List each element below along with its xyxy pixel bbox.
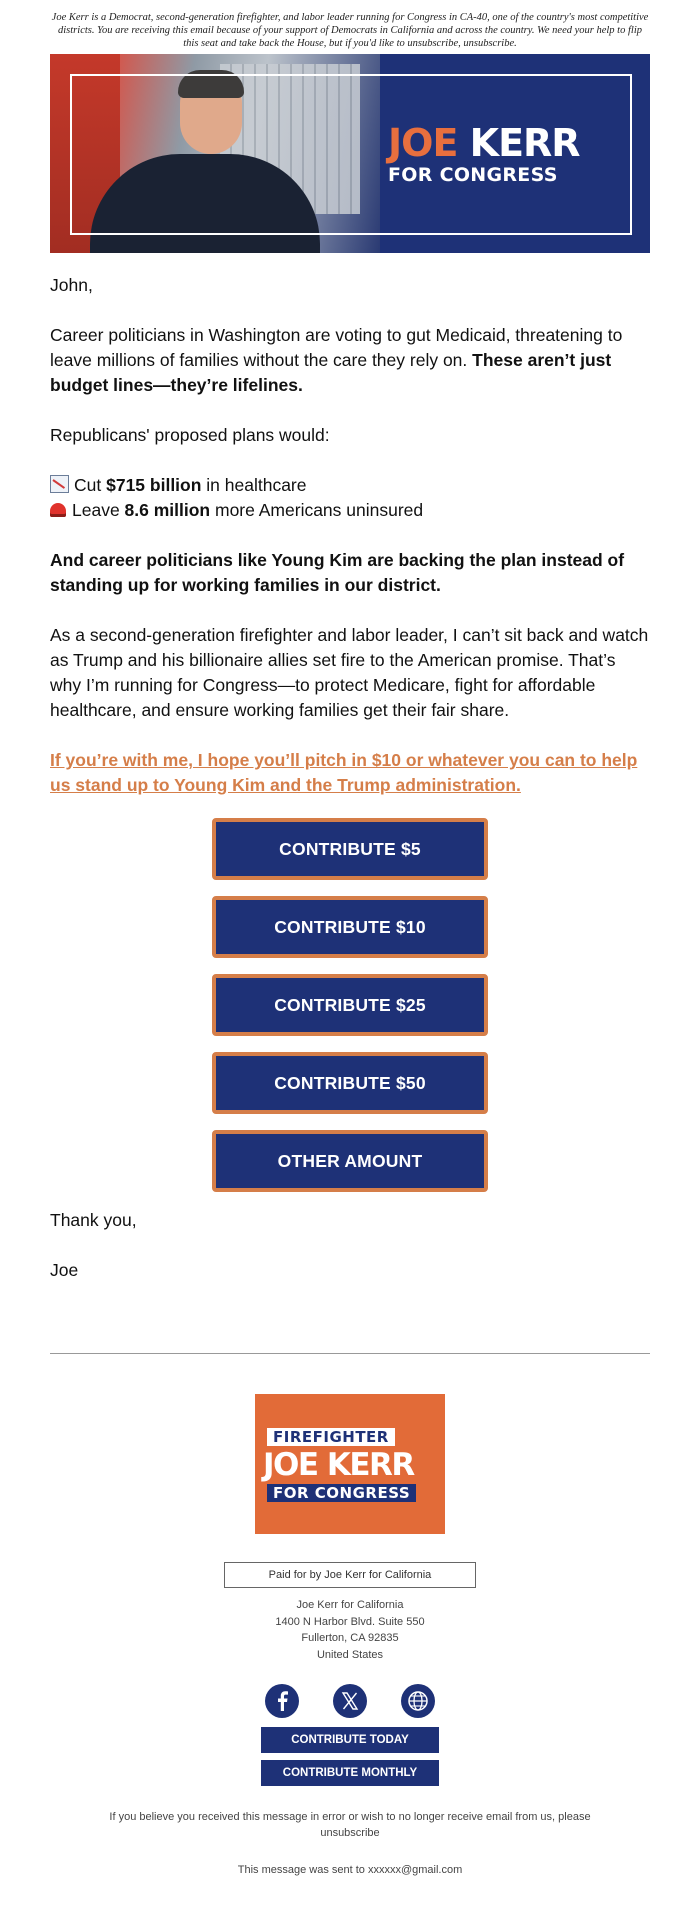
- paragraph-medicaid: Career politicians in Washington are voting to gut Medicaid, threatening to leave millions of families without the care they rely on. These aren’t just budget lines—they’re lifelines.: [50, 325, 623, 395]
- bullet-item: Cut $715 billion in healthcare: [50, 473, 650, 498]
- social-links: [50, 1684, 650, 1718]
- banner-first-name: JOE: [388, 121, 458, 165]
- facebook-icon[interactable]: [265, 1684, 299, 1718]
- pitch-in-link[interactable]: If you’re with me, I hope you’ll pitch in $10 or whatever you can to help us stand up to Young Kim and the Trump administration.: [50, 750, 638, 795]
- contribute-today-button[interactable]: CONTRIBUTE TODAY: [261, 1727, 439, 1753]
- campaign-logo: [255, 1394, 445, 1534]
- chart-decreasing-icon: [50, 475, 69, 493]
- lifelines-emphasis: These aren’t just budget lines—they’re lifelines.: [50, 350, 612, 395]
- logo-line-firefighter: FIREFIGHTER: [267, 1428, 395, 1446]
- plans-intro: Republicans' proposed plans would:: [50, 425, 330, 445]
- bullet-list: [50, 473, 650, 523]
- young-kim-paragraph: And career politicians like Young Kim are backing the plan instead of standing up for working families in our district.: [50, 550, 625, 595]
- contribute-10-button[interactable]: CONTRIBUTE $10: [212, 896, 488, 958]
- logo-line-name: JOE KERR: [263, 1447, 414, 1483]
- contribute-5-button[interactable]: CONTRIBUTE $5: [212, 818, 488, 880]
- greeting: John,: [50, 275, 93, 295]
- email-body: [50, 273, 650, 1283]
- email-container: [50, 0, 650, 1876]
- signoff: Thank you,: [50, 1210, 137, 1230]
- contribution-buttons: [50, 818, 650, 1192]
- sent-to-note: This message was sent to xxxxxx@gmail.com: [237, 1864, 463, 1876]
- globe-icon[interactable]: [401, 1684, 435, 1718]
- banner-tagline: FOR CONGRESS: [388, 164, 558, 186]
- banner-last-name: KERR: [469, 121, 580, 165]
- contribute-50-button[interactable]: CONTRIBUTE $50: [212, 1052, 488, 1114]
- preheader-text: Joe Kerr is a Democrat, second-generation firefighter, and labor leader running for Congress in CA-40, one of the country's most competitive districts. You are receiving this email because of your support of Democrats in California and across the country. We need your help to flip this seat and take back the House, but if you'd like to unsubscribe, unsubscribe.: [51, 12, 649, 49]
- footer-divider: [50, 1353, 650, 1354]
- header-banner: [50, 54, 650, 253]
- paid-for-disclaimer: Paid for by Joe Kerr for California: [224, 1562, 476, 1588]
- bullet-item: Leave 8.6 million more Americans uninsured: [50, 498, 650, 523]
- siren-icon: [50, 503, 66, 517]
- other-amount-button[interactable]: OTHER AMOUNT: [212, 1130, 488, 1192]
- logo-line-congress: FOR CONGRESS: [267, 1484, 416, 1502]
- firefighter-paragraph: As a second-generation firefighter and labor leader, I can’t sit back and watch as Trump and his billionaire allies set fire to the American promise. That’s why I’m running for Congress—to protect Medicare, fight for affordable healthcare, and ensure working families get their fair share.: [50, 625, 649, 720]
- contribute-25-button[interactable]: CONTRIBUTE $25: [212, 974, 488, 1036]
- unsubscribe-note: If you believe you received this message in error or wish to no longer receive email from us, please unsubscribe: [109, 1811, 591, 1839]
- mailing-address: Joe Kerr for California 1400 N Harbor Blvd. Suite 550 Fullerton, CA 92835 United States: [275, 1599, 425, 1661]
- signature: Joe: [50, 1260, 79, 1280]
- contribute-monthly-button[interactable]: CONTRIBUTE MONTHLY: [261, 1760, 439, 1786]
- x-icon[interactable]: [333, 1684, 367, 1718]
- banner-brand: [388, 121, 628, 186]
